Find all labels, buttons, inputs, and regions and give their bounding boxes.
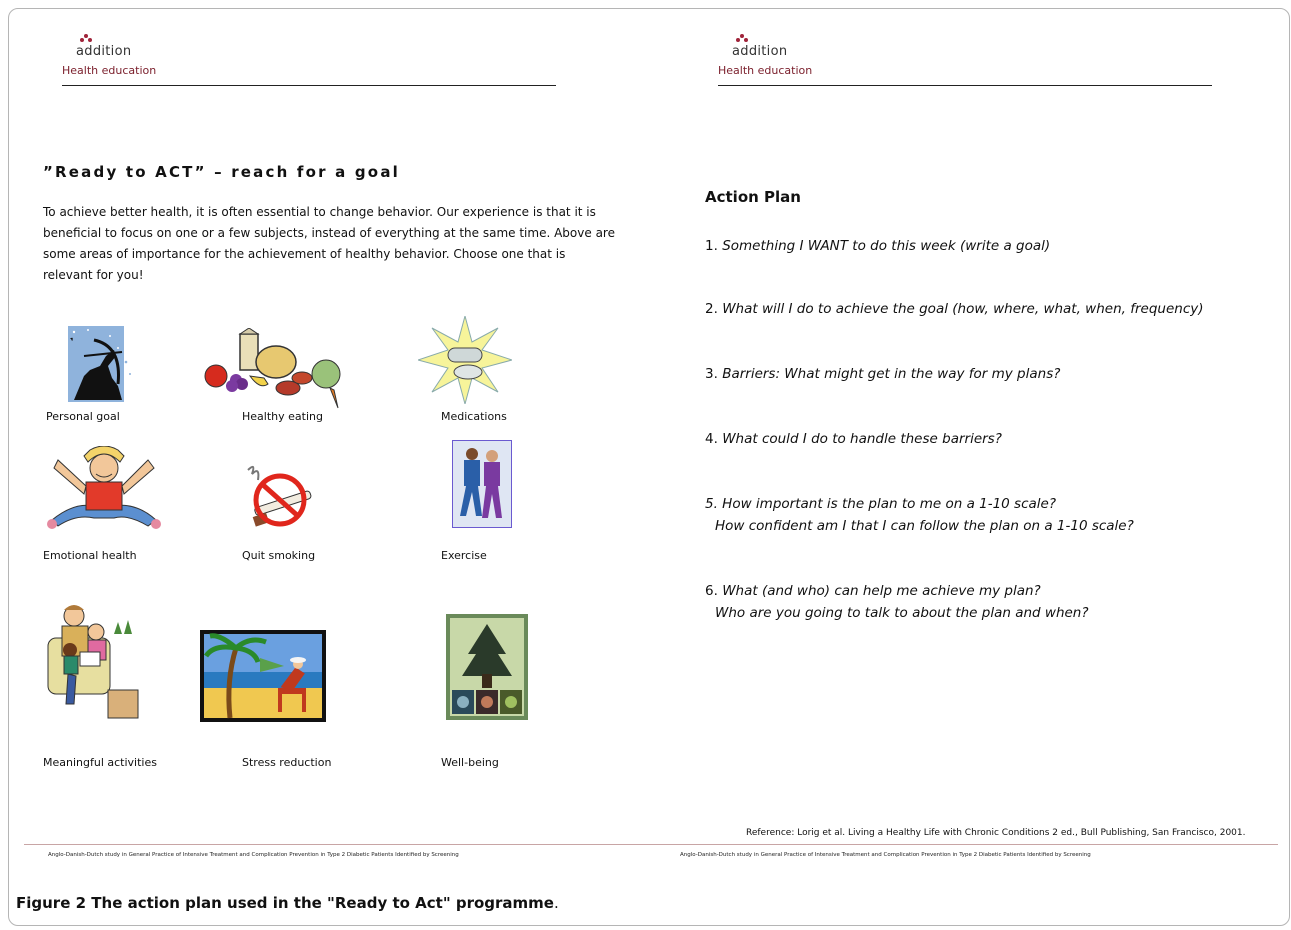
question-5 <box>705 493 1134 537</box>
caption-personal-goal: Personal goal <box>46 410 120 423</box>
left-subtitle: Health education <box>62 64 157 77</box>
footer-rule <box>24 844 1278 845</box>
question-text: What (and who) can help me achieve my plan? <box>722 583 1041 599</box>
figure-caption <box>16 894 559 912</box>
question-2 <box>705 298 1204 320</box>
reference-note: Reference: Lorig et al. Living a Healthy Life with Chronic Conditions 2 ed., Bull Publishing, San Francisco, 2001. <box>746 828 1246 838</box>
intro-paragraph: To achieve better health, it is often essential to change behavior. Our experience is that it is beneficial to focus on one or a few subjects, instead of everything at the same time. Above are some areas of importance for the achievement of healthy behavior. Choose one that is relevant for you! <box>43 205 615 282</box>
caption-quit-smoking: Quit smoking <box>242 549 316 562</box>
question-text: Barriers: What might get in the way for my plans? <box>722 366 1061 382</box>
left-header-rule <box>62 85 556 86</box>
question-text-2: Who are you going to talk to about the plan and when? <box>715 605 1089 621</box>
figure-caption-text: The action plan used in the "Ready to Act" programme <box>91 894 554 912</box>
right-footer: Anglo-Danish-Dutch study in General Practice of Intensive Treatment and Complication Prevention in Type 2 Diabetic Patients Identified by Screening <box>680 852 1091 858</box>
figure-frame <box>8 8 1290 926</box>
caption-exercise: Exercise <box>441 549 487 562</box>
question-text: What could I do to handle these barriers? <box>722 431 1002 447</box>
no-smoking-icon <box>240 462 316 530</box>
joggers-icon <box>452 440 512 528</box>
beach-icon <box>200 630 326 722</box>
caption-emotional-health: Emotional health <box>43 549 137 562</box>
question-number: 3. <box>705 366 718 382</box>
question-4 <box>705 428 1002 450</box>
tree-art-icon <box>446 614 528 720</box>
caption-well-being: Well-being <box>441 756 499 769</box>
food-icon <box>202 328 352 410</box>
left-logo: addition <box>76 40 131 59</box>
question-text: Something I WANT to do this week (write a goal) <box>722 238 1051 254</box>
logo-dots-icon <box>736 34 748 42</box>
question-number: 4. <box>705 431 718 447</box>
ready-to-act-heading: ”Ready to ACT” – reach for a goal <box>43 163 400 181</box>
pill-icon <box>418 316 512 404</box>
caption-meaningful-activities: Meaningful activities <box>43 756 157 769</box>
right-logo: addition <box>732 40 787 59</box>
happy-girl-icon <box>44 446 162 530</box>
caption-stress-reduction: Stress reduction <box>242 756 332 769</box>
question-number: 2. <box>705 301 718 317</box>
question-number: 6. <box>705 583 718 599</box>
right-header-rule <box>718 85 1212 86</box>
action-plan-title: Action Plan <box>705 188 801 206</box>
question-text: What will I do to achieve the goal (how, where, what, when, frequency) <box>722 301 1204 317</box>
archer-icon <box>60 326 140 402</box>
family-reading-icon <box>44 604 140 720</box>
left-footer: Anglo-Danish-Dutch study in General Practice of Intensive Treatment and Complication Prevention in Type 2 Diabetic Patients Identified by Screening <box>48 852 459 858</box>
question-6 <box>705 580 1089 624</box>
question-1 <box>705 235 1050 257</box>
question-text-2: How confident am I that I can follow the plan on a 1-10 scale? <box>715 518 1134 534</box>
caption-healthy-eating: Healthy eating <box>242 410 323 423</box>
question-3 <box>705 363 1060 385</box>
question-number: 1. <box>705 238 718 254</box>
figure-caption-end: . <box>553 894 559 912</box>
figure-label: Figure 2 <box>16 894 87 912</box>
right-subtitle: Health education <box>718 64 813 77</box>
logo-dots-icon <box>80 34 92 42</box>
caption-medications: Medications <box>441 410 507 423</box>
question-text: 5. How important is the plan to me on a 1-10 scale? <box>705 496 1057 512</box>
